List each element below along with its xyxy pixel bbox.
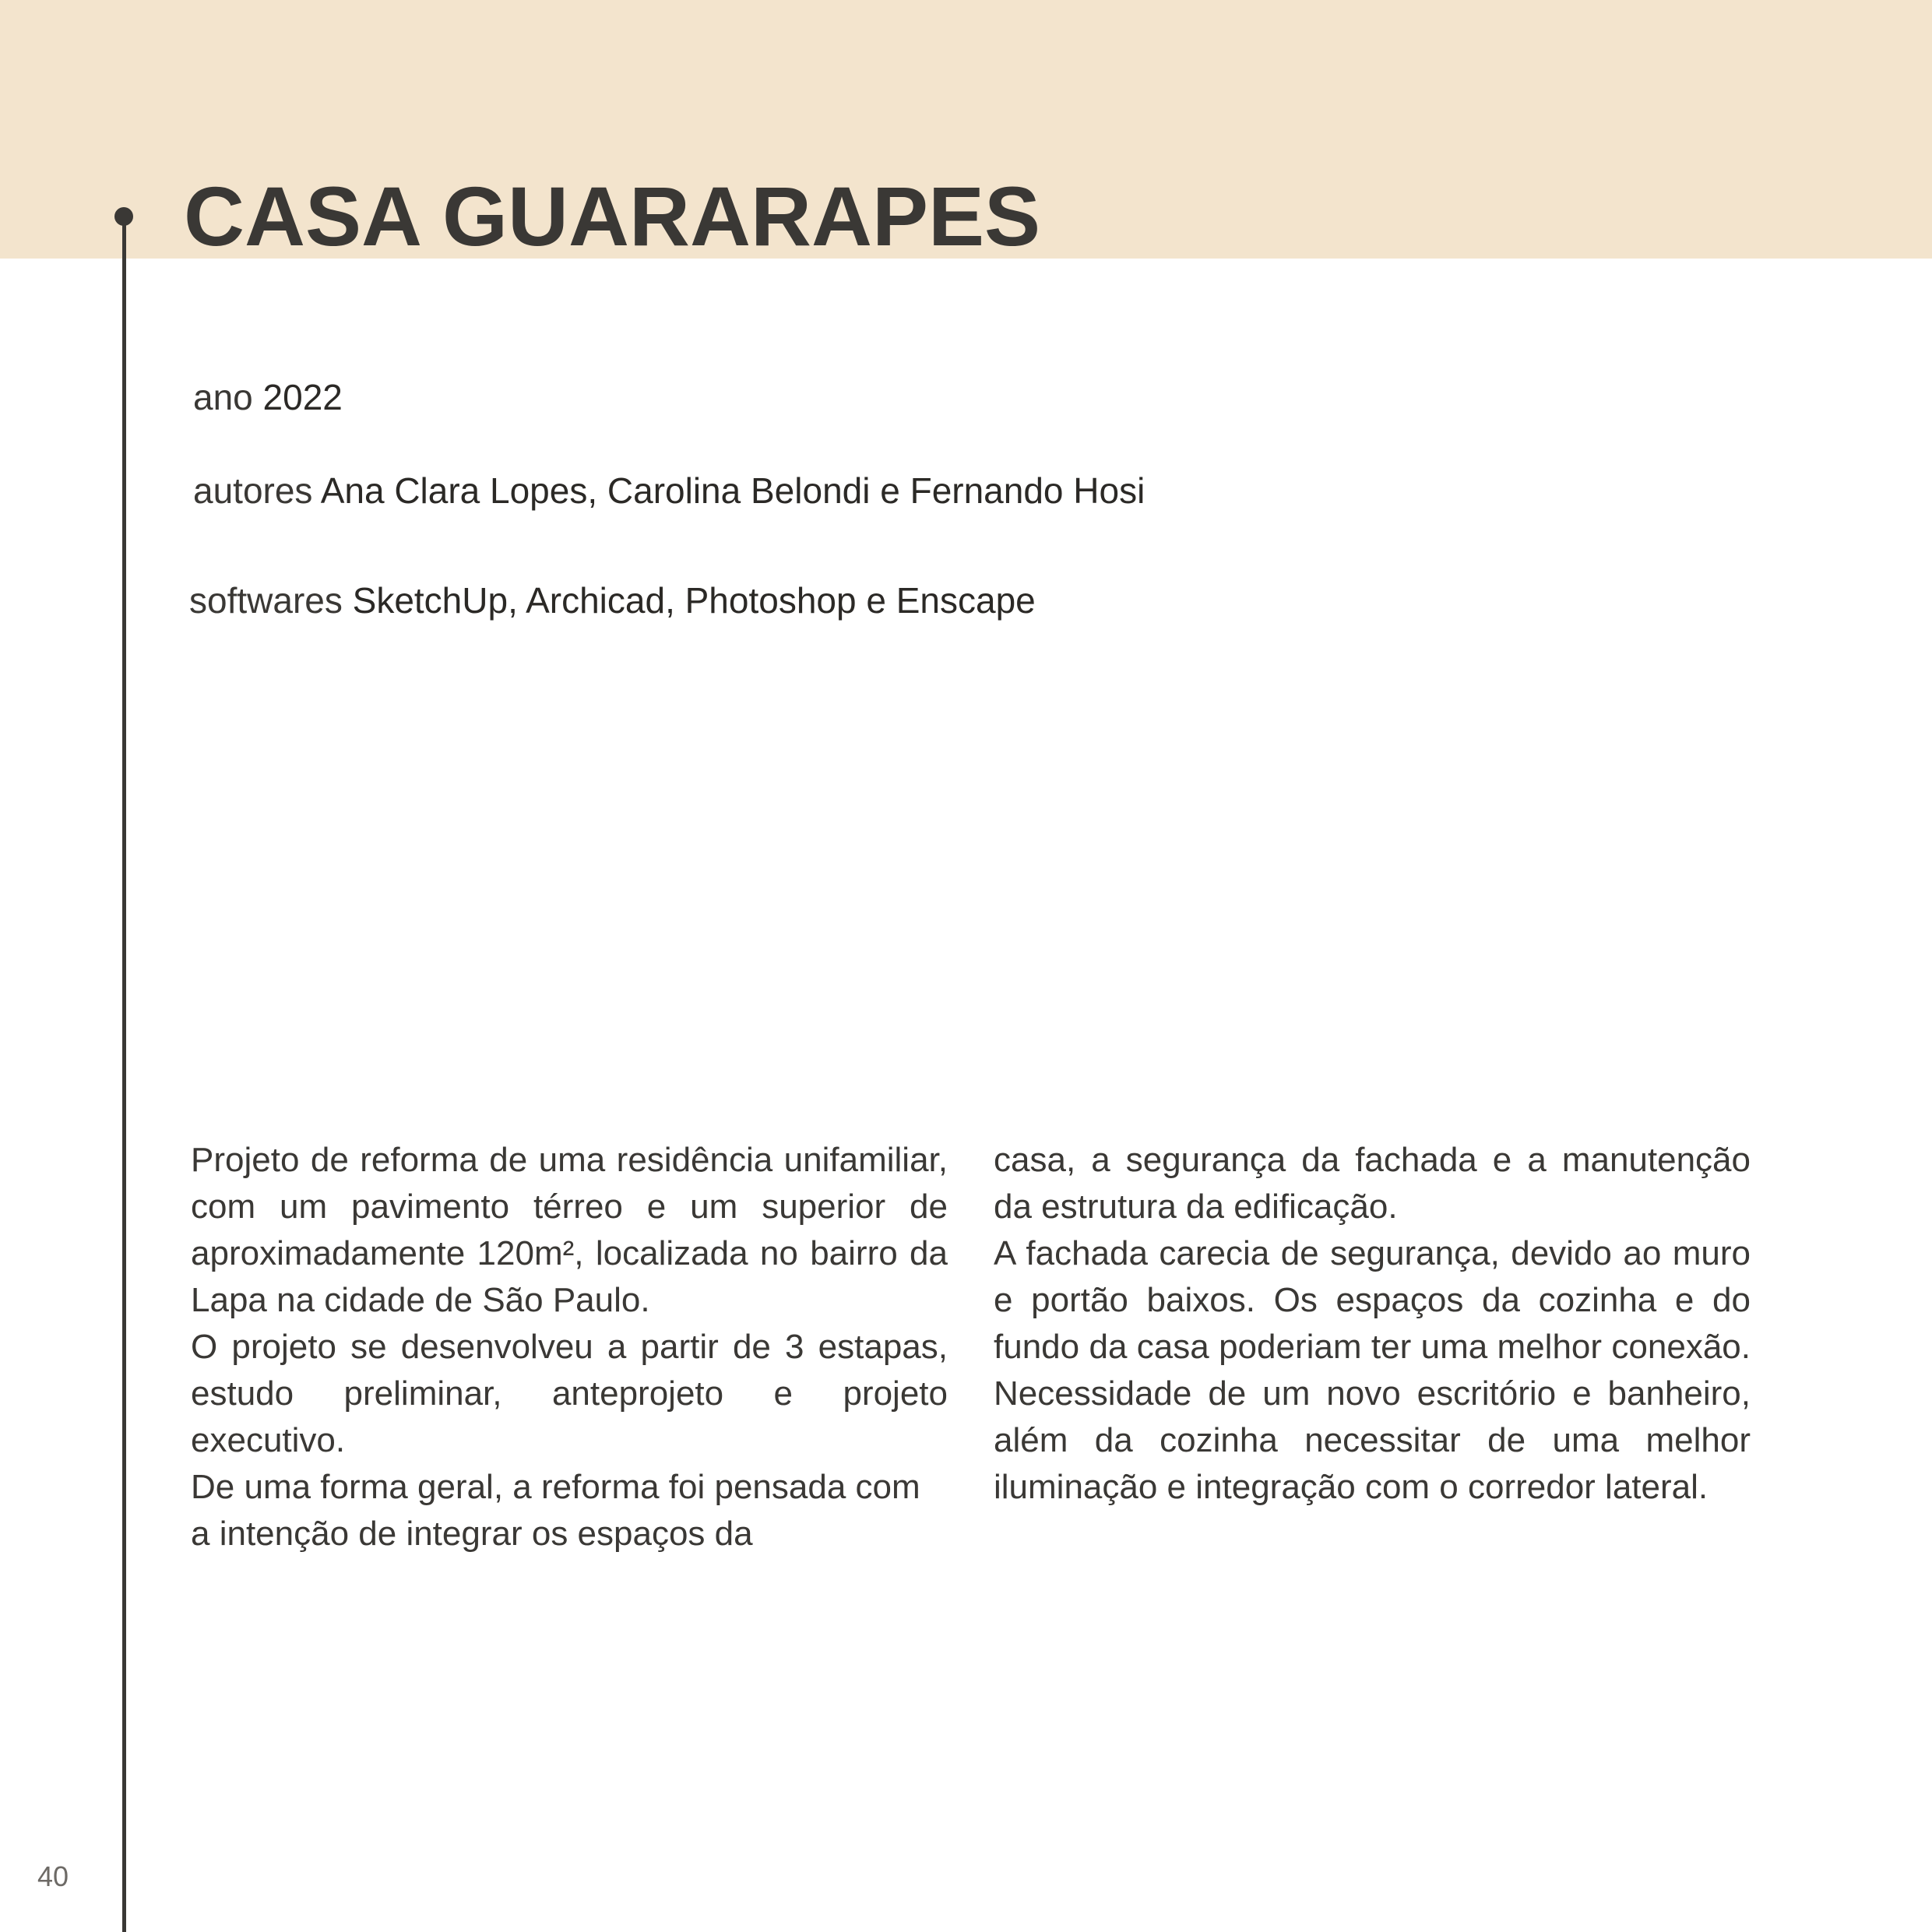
timeline-dot <box>114 207 133 226</box>
body-column-left <box>191 1137 948 1557</box>
page-title: CASA GUARARAPES <box>184 169 1041 263</box>
software-value: SketchUp, Archicad, Photoshop e Enscape <box>352 580 1036 621</box>
meta-software <box>189 579 1036 622</box>
timeline-line <box>122 216 126 1932</box>
meta-year <box>193 375 343 419</box>
body-paragraph: Projeto de reforma de uma residência unifamiliar, com um pavimento térreo e um superior de aproximadamente 120m², localizada no bairro da Lapa na cidade de São Paulo. <box>191 1141 948 1319</box>
body-paragraph: A fachada carecia de segurança, devido ao muro e portão baixos. Os espaços da cozinha e do fundo da casa poderiam ter uma melhor conexão. Necessidade de um novo escritório e banheiro, além da cozinha necessitar de uma melhor iluminação e integração com o corredor lateral. <box>994 1234 1751 1506</box>
authors-label: autores <box>193 470 313 511</box>
body-paragraph: De uma forma geral, a reforma foi pensada com a intenção de integrar os espaços da <box>191 1468 920 1553</box>
body-paragraph: O projeto se desenvolveu a partir de 3 estapas, estudo preliminar, anteprojeto e projeto executivo. <box>191 1328 948 1459</box>
body-paragraph: casa, a segurança da fachada e a manutenção da estrutura da edificação. <box>994 1141 1751 1226</box>
year-value: 2022 <box>262 377 343 417</box>
body-column-right <box>994 1137 1751 1511</box>
year-label: ano <box>193 377 253 417</box>
software-label: softwares <box>189 580 343 621</box>
authors-value: Ana Clara Lopes, Carolina Belondi e Fernando Hosi <box>320 470 1145 511</box>
page-number: 40 <box>37 1860 69 1892</box>
meta-authors <box>193 469 1145 512</box>
